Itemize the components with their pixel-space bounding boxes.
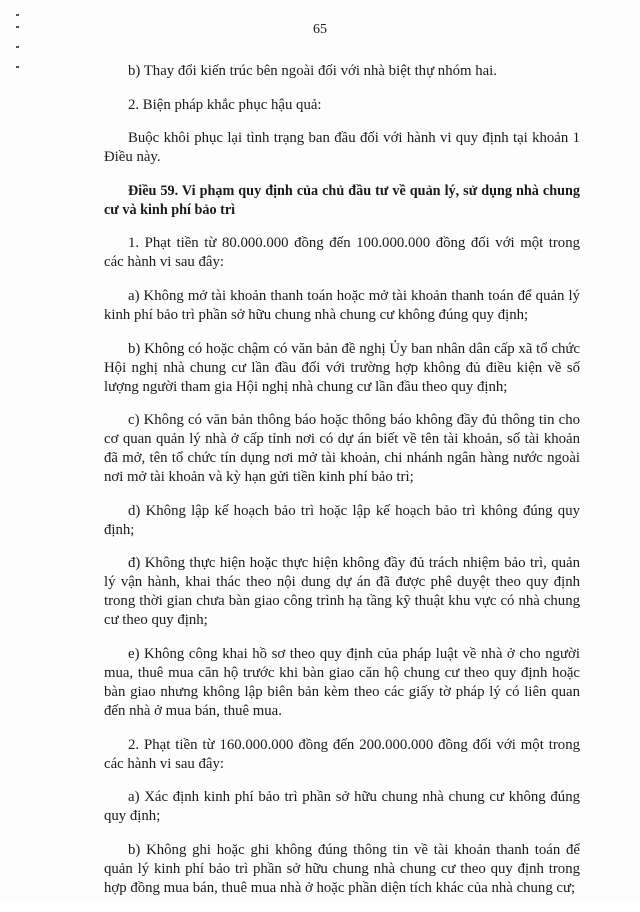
paragraph: b) Thay đổi kiến trúc bên ngoài đối với nhà biệt thự nhóm hai.: [128, 63, 497, 79]
paragraph: 2. Biện pháp khắc phục hậu quả:: [128, 96, 322, 113]
scan-mark: [16, 66, 19, 68]
paragraph: c) Không có văn bản thông báo hoặc thông báo không đầy đủ thông tin cho cơ quan quản lý nhà ở cấp tỉnh nơi có dự án biết về tên tài khoản, số tài khoản đã mở, tên tổ chức tín dụng nơi mở tài khoản, chi nhánh ngân hàng nước ngoài nơi mở tài khoản và kỳ hạn gửi tiền kinh phí bảo trì;: [104, 412, 580, 486]
paragraph: e) Không công khai hồ sơ theo quy định của pháp luật về nhà ở cho người mua, thuê mua căn hộ trước khi bàn giao căn hộ chung cư theo quy định hoặc bàn giao nhưng không lập biên bản kèm theo các giấy tờ pháp lý có liên quan đến nhà ở mua bán, thuê mua.: [104, 645, 580, 719]
paragraph: Buộc khôi phục lại tình trạng ban đầu đối với hành vi quy định tại khoản 1 Điều này.: [104, 130, 580, 166]
page-number: 65: [313, 22, 327, 37]
paragraph: 2. Phạt tiền từ 160.000.000 đồng đến 200.000.000 đồng đối với một trong các hành vi sau đây:: [104, 736, 580, 772]
paragraph: d) Không lập kế hoạch bảo trì hoặc lập kế hoạch bảo trì không đúng quy định;: [104, 502, 580, 538]
article-heading: Điều 59. Vi phạm quy định của chủ đầu tư về quản lý, sử dụng nhà chung cư và kinh phí bảo trì: [104, 182, 580, 218]
paragraph: 1. Phạt tiền từ 80.000.000 đồng đến 100.000.000 đồng đối với một trong các hành vi sau đây:: [104, 235, 580, 271]
scan-mark: [16, 46, 19, 48]
paragraph: a) Không mở tài khoản thanh toán hoặc mở tài khoản thanh toán để quản lý kinh phí bảo trì phần sở hữu chung nhà chung cư không đúng quy định;: [104, 287, 580, 323]
paragraph: a) Xác định kinh phí bảo trì phần sở hữu chung nhà chung cư không đúng quy định;: [104, 789, 580, 825]
paragraph: b) Không ghi hoặc ghi không đúng thông tin về tài khoản thanh toán để quản lý kinh phí bảo trì phần sở hữu chung nhà chung cư theo quy định trong hợp đồng mua bán, thuê mua nhà ở hoặc phần diện tích khác của nhà chung cư;: [104, 841, 580, 896]
paragraph: đ) Không thực hiện hoặc thực hiện không đầy đủ trách nhiệm bảo trì, quản lý vận hành, khai thác theo nội dung dự án đã được phê duyệt theo quy định trong thời gian chưa bàn giao công trình hạ tầng kỹ thuật khu vực có nhà chung cư theo quy định;: [104, 555, 580, 629]
document-body: [104, 62, 580, 912]
paragraph: b) Không có hoặc chậm có văn bản đề nghị Ủy ban nhân dân cấp xã tổ chức Hội nghị nhà chung cư lần đầu đối với trường hợp không đủ điều kiện về số lượng người tham gia Hội nghị nhà chung cư lần đầu theo quy định;: [104, 340, 580, 395]
scan-mark: [16, 14, 19, 16]
